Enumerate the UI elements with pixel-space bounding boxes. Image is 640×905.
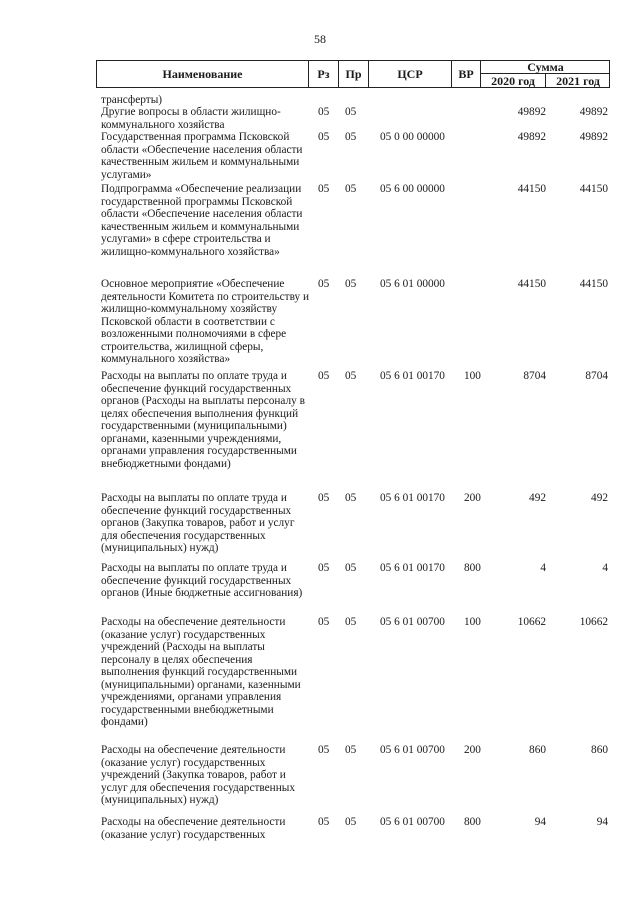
- row-sum-2021: 49892: [579, 131, 608, 143]
- row-rz: 05: [318, 131, 330, 143]
- row-csr: 05 6 01 00000: [380, 278, 445, 290]
- row-pr: 05: [345, 106, 357, 118]
- row-sum-2020: 94: [534, 816, 546, 828]
- row-pr: 05: [345, 744, 357, 756]
- row-name: Расходы на выплаты по оплате труда и обеспечение функций государственных органов (Закупка товаров, работ и услуг для обеспечения государственных (муниципальных) нужд): [101, 492, 295, 554]
- header-vr: ВР: [451, 61, 480, 88]
- row-rz: 05: [318, 562, 330, 574]
- row-vr: 800: [464, 562, 481, 574]
- row-csr: 05 0 00 00000: [380, 131, 445, 143]
- row-sum-2020: 49892: [517, 131, 546, 143]
- row-rz: 05: [318, 616, 330, 628]
- row-rz: 05: [318, 183, 330, 195]
- row-csr: 05 6 01 00170: [380, 562, 445, 574]
- row-vr: 200: [464, 744, 481, 756]
- row-sum-2020: 10662: [517, 616, 546, 628]
- row-rz: 05: [318, 106, 330, 118]
- row-sum-2021: 94: [596, 816, 608, 828]
- row-name: Расходы на выплаты по оплате труда и обеспечение функций государственных органов (Иные бюджетные ассигнования): [101, 562, 303, 599]
- row-sum-2021: 10662: [579, 616, 608, 628]
- row-pr: 05: [345, 131, 357, 143]
- row-rz: 05: [318, 744, 330, 756]
- row-sum-2021: 860: [591, 744, 608, 756]
- row-sum-2020: 44150: [517, 183, 546, 195]
- row-pr: 05: [345, 616, 357, 628]
- row-sum-2021: 492: [591, 492, 608, 504]
- row-csr: 05 6 00 00000: [380, 183, 445, 195]
- row-name: трансферты): [101, 94, 163, 106]
- row-vr: 100: [464, 370, 481, 382]
- row-rz: 05: [318, 816, 330, 828]
- row-sum-2021: 4: [602, 562, 608, 574]
- row-csr: 05 6 01 00170: [380, 492, 445, 504]
- header-year-2020: 2020 год: [480, 74, 545, 88]
- row-sum-2021: 44150: [579, 183, 608, 195]
- row-name: Основное мероприятие «Обеспечение деятельности Комитета по строительству и жилищно-коммунальному хозяйству Псковской области в соответствии с возложенными полномочиями в сфере строительства, жилищной сферы, коммунального хозяйства»: [101, 278, 310, 365]
- row-vr: 100: [464, 616, 481, 628]
- row-vr: 200: [464, 492, 481, 504]
- row-pr: 05: [345, 492, 357, 504]
- row-sum-2021: 49892: [579, 106, 608, 118]
- table-header: [96, 60, 610, 88]
- row-name: Расходы на обеспечение деятельности (оказание услуг) государственных учреждений (Закупка товаров, работ и услуг для обеспечения государственных (муниципальных) нужд): [101, 744, 296, 806]
- page-number: 58: [314, 32, 326, 46]
- row-name: Другие вопросы в области жилищно-коммунального хозяйства: [101, 106, 281, 131]
- row-csr: 05 6 01 00170: [380, 370, 445, 382]
- row-pr: 05: [345, 370, 357, 382]
- row-csr: 05 6 01 00700: [380, 816, 445, 828]
- row-rz: 05: [318, 370, 330, 382]
- row-csr: 05 6 01 00700: [380, 616, 445, 628]
- row-vr: 800: [464, 816, 481, 828]
- row-sum-2020: 492: [529, 492, 546, 504]
- row-rz: 05: [318, 278, 330, 290]
- row-sum-2020: 8704: [523, 370, 546, 382]
- row-pr: 05: [345, 278, 357, 290]
- header-pr: Пр: [338, 61, 368, 88]
- row-name: Расходы на обеспечение деятельности (оказание услуг) государственных: [101, 816, 286, 841]
- row-sum-2020: 44150: [517, 278, 546, 290]
- row-name: Расходы на обеспечение деятельности (оказание услуг) государственных учреждений (Расходы на выплаты персоналу в целях обеспечения выполнения функций государственными (муниципальными) органами, казенными учреждениями, органами управления государственными внебюджетными фондами): [101, 616, 301, 728]
- row-pr: 05: [345, 816, 357, 828]
- row-sum-2021: 44150: [579, 278, 608, 290]
- header-name: Наименование: [162, 67, 243, 81]
- row-sum-2020: 49892: [517, 106, 546, 118]
- row-sum-2021: 8704: [585, 370, 608, 382]
- row-csr: 05 6 01 00700: [380, 744, 445, 756]
- row-sum-2020: 860: [529, 744, 546, 756]
- header-rz: Рз: [308, 61, 338, 88]
- row-name: Подпрограмма «Обеспечение реализации государственной программы Псковской области «Обеспечение населения области качественным жильем и коммунальными услугами» в сфере строительства и жилищно-коммунального хозяйства»: [101, 183, 303, 258]
- row-sum-2020: 4: [540, 562, 546, 574]
- row-pr: 05: [345, 562, 357, 574]
- row-name: Расходы на выплаты по оплате труда и обеспечение функций государственных органов (Расходы на выплаты персоналу в целях обеспечения выполнения функций государственными (муниципальными) органами, казенными учреждениями, органами управления государственными внебюджетными фондами): [101, 370, 305, 470]
- row-rz: 05: [318, 492, 330, 504]
- header-csr: ЦСР: [368, 61, 451, 88]
- header-sum: Сумма: [480, 61, 610, 74]
- row-name: Государственная программа Псковской области «Обеспечение населения области качественным жильем и коммунальными услугами»: [101, 131, 303, 181]
- header-year-2021: 2021 год: [545, 74, 610, 88]
- row-pr: 05: [345, 183, 357, 195]
